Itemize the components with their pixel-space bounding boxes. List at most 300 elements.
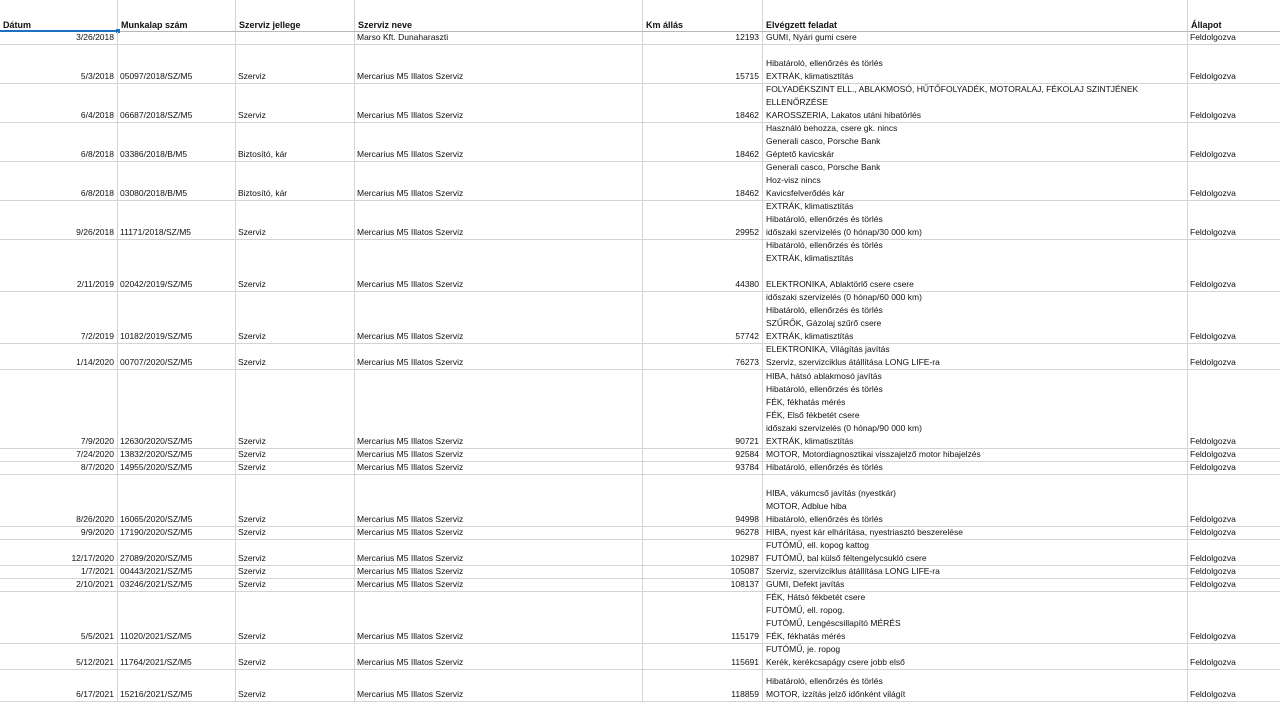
table-row: [0, 475, 1280, 527]
task-line: FUTÓMŰ, ell. kopog kattog: [766, 540, 869, 550]
cell-service-name[interactable]: [355, 84, 643, 122]
cell-service-type[interactable]: [236, 579, 355, 591]
cell-service-name[interactable]: [355, 370, 643, 448]
cell-worksheet-number[interactable]: [118, 540, 236, 565]
cell-worksheet-number[interactable]: [118, 162, 236, 200]
task-line: Hibatároló, ellenőrzés és törlés: [766, 305, 883, 315]
cell-status-value: Feldolgozva: [1190, 566, 1236, 576]
cell-service-name-value: Mercarius M5 Illatos Szerviz: [357, 527, 464, 537]
cell-tasks[interactable]: [763, 344, 1188, 369]
cell-date[interactable]: [0, 292, 118, 343]
task-line: FUTÓMŰ, Lengéscsillapító MÉRÉS: [766, 618, 901, 628]
cell-service-type[interactable]: [236, 162, 355, 200]
cell-date[interactable]: [0, 644, 118, 669]
cell-date[interactable]: [0, 540, 118, 565]
cell-km[interactable]: [643, 84, 763, 122]
header-tasks[interactable]: Elvégzett feladat: [763, 0, 1188, 31]
cell-service-type[interactable]: [236, 32, 355, 44]
cell-km-value: 108137: [730, 579, 759, 589]
cell-service-type[interactable]: [236, 670, 355, 701]
cell-service-name[interactable]: [355, 344, 643, 369]
cell-worksheet-number[interactable]: [118, 123, 236, 161]
cell-tasks[interactable]: [763, 292, 1188, 343]
cell-date-value: 1/14/2020: [76, 357, 114, 367]
cell-tasks[interactable]: [763, 475, 1188, 526]
task-line: Szerviz, szervizciklus átállítása LONG LIFE-ra: [766, 566, 940, 576]
cell-date[interactable]: [0, 566, 118, 578]
cell-worksheet-number-value: 11020/2021/SZ/M5: [120, 631, 192, 641]
cell-service-name-value: Mercarius M5 Illatos Szerviz: [357, 331, 464, 341]
cell-status[interactable]: [1188, 579, 1280, 591]
cell-status[interactable]: [1188, 123, 1280, 161]
cell-worksheet-number[interactable]: [118, 462, 236, 474]
cell-date[interactable]: [0, 32, 118, 44]
cell-date[interactable]: [0, 449, 118, 461]
table-row: [0, 162, 1280, 201]
cell-worksheet-number[interactable]: [118, 84, 236, 122]
cell-date[interactable]: [0, 201, 118, 239]
cell-worksheet-number-value: 03080/2018/B/M5: [120, 188, 188, 198]
task-line: Szerviz, szervizciklus átállítása LONG LIFE-ra: [766, 357, 940, 367]
cell-tasks[interactable]: [763, 566, 1188, 578]
task-line: időszaki szervizelés (0 hónap/60 000 km): [766, 292, 922, 302]
cell-worksheet-number[interactable]: [118, 32, 236, 44]
cell-status[interactable]: [1188, 32, 1280, 44]
cell-worksheet-number[interactable]: [118, 344, 236, 369]
cell-km[interactable]: [643, 644, 763, 669]
cell-worksheet-number[interactable]: [118, 292, 236, 343]
cell-worksheet-number-value: 00443/2021/SZ/M5: [120, 566, 193, 576]
cell-service-type[interactable]: [236, 592, 355, 643]
cell-tasks[interactable]: [763, 32, 1188, 44]
cell-worksheet-number-value: 00707/2020/SZ/M5: [120, 357, 193, 367]
cell-service-type[interactable]: [236, 462, 355, 474]
cell-service-name[interactable]: [355, 592, 643, 643]
cell-km-value: 93784: [735, 462, 759, 472]
cell-date[interactable]: [0, 162, 118, 200]
table-row: [0, 292, 1280, 344]
task-line: HIBA, hátsó ablakmosó javítás: [766, 371, 882, 381]
cell-tasks[interactable]: [763, 462, 1188, 474]
cell-worksheet-number-value: 02042/2019/SZ/M5: [120, 279, 193, 289]
cell-service-type-value: Szerviz: [238, 71, 266, 81]
task-line: EXTRÁK, klimatisztítás: [766, 201, 854, 211]
cell-status[interactable]: [1188, 644, 1280, 669]
cell-km-value: 29952: [735, 227, 759, 237]
cell-status-value: Feldolgozva: [1190, 188, 1236, 198]
cell-km-value: 118859: [731, 689, 759, 699]
cell-date-value: 6/8/2018: [80, 188, 114, 198]
task-line: FÉK, Első fékbetét csere: [766, 410, 860, 420]
cell-service-type[interactable]: [236, 240, 355, 291]
cell-worksheet-number[interactable]: [118, 475, 236, 526]
cell-status[interactable]: [1188, 462, 1280, 474]
cell-km[interactable]: [643, 579, 763, 591]
cell-worksheet-number[interactable]: [118, 449, 236, 461]
cell-km[interactable]: [643, 201, 763, 239]
cell-tasks[interactable]: [763, 579, 1188, 591]
cell-date[interactable]: [0, 579, 118, 591]
cell-service-type-value: Szerviz: [238, 514, 266, 524]
cell-worksheet-number-value: 17190/2020/SZ/M5: [120, 527, 193, 537]
cell-status-value: Feldolgozva: [1190, 357, 1236, 367]
cell-km-value: 44380: [735, 279, 759, 289]
cell-service-type[interactable]: [236, 84, 355, 122]
cell-service-name[interactable]: [355, 670, 643, 701]
cell-service-name-value: Mercarius M5 Illatos Szerviz: [357, 553, 464, 563]
cell-service-name[interactable]: [355, 644, 643, 669]
cell-date[interactable]: [0, 84, 118, 122]
cell-worksheet-number[interactable]: [118, 566, 236, 578]
table-row: [0, 32, 1280, 45]
cell-km[interactable]: [643, 370, 763, 448]
cell-status[interactable]: [1188, 540, 1280, 565]
cell-worksheet-number-value: 06687/2018/SZ/M5: [120, 110, 193, 120]
task-line: időszaki szervizelés (0 hónap/30 000 km): [766, 227, 922, 237]
cell-date-value: 6/4/2018: [80, 110, 114, 120]
cell-km[interactable]: [643, 670, 763, 701]
cell-status-value: Feldolgozva: [1190, 449, 1236, 459]
cell-service-name-value: Mercarius M5 Illatos Szerviz: [357, 514, 464, 524]
cell-km[interactable]: [643, 240, 763, 291]
cell-tasks[interactable]: [763, 201, 1188, 239]
cell-worksheet-number[interactable]: [118, 527, 236, 539]
cell-status-value: Feldolgozva: [1190, 462, 1236, 472]
cell-status[interactable]: [1188, 162, 1280, 200]
cell-date-value: 7/24/2020: [76, 449, 114, 459]
cell-date[interactable]: [0, 670, 118, 701]
cell-service-type[interactable]: [236, 540, 355, 565]
cell-status[interactable]: [1188, 592, 1280, 643]
cell-service-type-value: Szerviz: [238, 657, 266, 667]
cell-tasks[interactable]: [763, 240, 1188, 291]
cell-worksheet-number[interactable]: [118, 45, 236, 83]
table-row: [0, 462, 1280, 475]
cell-service-type-value: Szerviz: [238, 110, 266, 120]
cell-worksheet-number-value: 11764/2021/SZ/M5: [120, 657, 192, 667]
cell-service-name[interactable]: [355, 123, 643, 161]
cell-service-name-value: Mercarius M5 Illatos Szerviz: [357, 566, 464, 576]
task-line: SZŰRŐK, Gázolaj szűrő csere: [766, 318, 882, 328]
cell-service-type-value: Szerviz: [238, 331, 266, 341]
task-line: FOLYADÉKSZINT ELL., ABLAKMOSÓ, HŰTŐFOLYADÉK, MOTORALAJ, FÉKOLAJ SZINTJÉNEK: [766, 84, 1139, 94]
cell-service-type[interactable]: [236, 644, 355, 669]
task-line: MOTOR, izzítás jelző időnként világít: [766, 689, 906, 699]
cell-worksheet-number-value: 27089/2020/SZ/M5: [120, 553, 193, 563]
task-line: Hibatároló, ellenőrzés és törlés: [766, 676, 883, 686]
cell-status-value: Feldolgozva: [1190, 631, 1236, 641]
cell-service-name[interactable]: [355, 475, 643, 526]
task-line: [766, 265, 1184, 278]
cell-service-type-value: Szerviz: [238, 566, 266, 576]
cell-service-name[interactable]: [355, 201, 643, 239]
cell-km[interactable]: [643, 292, 763, 343]
cell-worksheet-number-value: 13832/2020/SZ/M5: [120, 449, 193, 459]
cell-tasks[interactable]: [763, 370, 1188, 448]
cell-service-type[interactable]: [236, 475, 355, 526]
cell-service-name-value: Mercarius M5 Illatos Szerviz: [357, 657, 464, 667]
cell-service-name-value: Mercarius M5 Illatos Szerviz: [357, 579, 464, 589]
cell-date-value: 12/17/2020: [71, 553, 114, 563]
cell-status-value: Feldolgozva: [1190, 149, 1236, 159]
cell-service-name-value: Mercarius M5 Illatos Szerviz: [357, 71, 464, 81]
cell-service-name-value: Mercarius M5 Illatos Szerviz: [357, 227, 464, 237]
table-row: [0, 45, 1280, 84]
cell-date[interactable]: [0, 475, 118, 526]
cell-worksheet-number-value: 10182/2019/SZ/M5: [120, 331, 193, 341]
cell-service-type-value: Szerviz: [238, 462, 266, 472]
cell-worksheet-number-value: 14955/2020/SZ/M5: [120, 462, 193, 472]
table-row: [0, 644, 1280, 670]
header-service-type[interactable]: Szerviz jellege: [236, 0, 355, 31]
cell-status-value: Feldolgozva: [1190, 279, 1236, 289]
table-row: [0, 592, 1280, 644]
task-line: ELLENŐRZÉSE: [766, 97, 828, 107]
cell-status[interactable]: [1188, 201, 1280, 239]
cell-status-value: Feldolgozva: [1190, 331, 1236, 341]
cell-service-name[interactable]: [355, 45, 643, 83]
cell-service-type-value: Szerviz: [238, 357, 266, 367]
task-line: FUTÓMŰ, ell. ropog.: [766, 605, 845, 615]
cell-service-type-value: Szerviz: [238, 631, 266, 641]
task-line: Hibatároló, ellenőrzés és törlés: [766, 58, 883, 68]
cell-km[interactable]: [643, 475, 763, 526]
cell-service-type[interactable]: [236, 123, 355, 161]
task-line: Géptető kavicskár: [766, 149, 835, 159]
cell-date-value: 6/8/2018: [80, 149, 114, 159]
cell-km-value: 15715: [735, 71, 759, 81]
cell-date[interactable]: [0, 370, 118, 448]
cell-km-value: 18462: [735, 188, 759, 198]
cell-status[interactable]: [1188, 449, 1280, 461]
cell-tasks[interactable]: [763, 644, 1188, 669]
cell-status[interactable]: [1188, 240, 1280, 291]
header-row: [0, 0, 1280, 32]
task-line: Hibatároló, ellenőrzés és törlés: [766, 240, 883, 250]
cell-km-value: 90721: [735, 436, 759, 446]
cell-status[interactable]: [1188, 475, 1280, 526]
cell-tasks[interactable]: [763, 449, 1188, 461]
cell-date-value: 9/26/2018: [76, 227, 114, 237]
cell-worksheet-number-value: 15216/2021/SZ/M5: [120, 689, 193, 699]
cell-date-value: 7/9/2020: [80, 436, 114, 446]
cell-km[interactable]: [643, 527, 763, 539]
cell-km[interactable]: [643, 45, 763, 83]
task-line: ELEKTRONIKA, Világítás javítás: [766, 344, 890, 354]
table-row: [0, 670, 1280, 702]
cell-status[interactable]: [1188, 292, 1280, 343]
cell-service-name-value: Mercarius M5 Illatos Szerviz: [357, 449, 464, 459]
task-line: Generali casco, Porsche Bank: [766, 136, 881, 146]
cell-service-type-value: Szerviz: [238, 689, 266, 699]
task-line: FÉK, fékhatás mérés: [766, 631, 846, 641]
cell-date-value: 2/11/2019: [76, 279, 114, 289]
table-row: [0, 201, 1280, 240]
cell-service-type[interactable]: [236, 449, 355, 461]
task-line: időszaki szervizelés (0 hónap/90 000 km): [766, 423, 922, 433]
table-row: [0, 449, 1280, 462]
table-row: [0, 240, 1280, 292]
table-row: [0, 579, 1280, 592]
cell-worksheet-number-value: 11171/2018/SZ/M5: [120, 227, 192, 237]
table-row: [0, 540, 1280, 566]
task-line: FÉK, Hátsó fékbetét csere: [766, 592, 866, 602]
cell-tasks[interactable]: [763, 592, 1188, 643]
cell-service-type[interactable]: [236, 527, 355, 539]
cell-worksheet-number[interactable]: [118, 240, 236, 291]
cell-status-value: Feldolgozva: [1190, 227, 1236, 237]
cell-service-type-value: Biztosító, kár: [238, 188, 288, 198]
cell-status-value: Feldolgozva: [1190, 657, 1236, 667]
cell-km-value: 94998: [735, 514, 759, 524]
cell-service-name[interactable]: [355, 579, 643, 591]
cell-km-value: 76273: [735, 357, 759, 367]
cell-service-name-value: Mercarius M5 Illatos Szerviz: [357, 462, 464, 472]
cell-service-name[interactable]: [355, 162, 643, 200]
cell-service-type[interactable]: [236, 566, 355, 578]
cell-km-value: 12193: [735, 32, 759, 42]
cell-status[interactable]: [1188, 670, 1280, 701]
cell-service-type[interactable]: [236, 292, 355, 343]
cell-status-value: Feldolgozva: [1190, 110, 1236, 120]
cell-service-type-value: Szerviz: [238, 553, 266, 563]
cell-service-name[interactable]: [355, 449, 643, 461]
cell-service-name[interactable]: [355, 462, 643, 474]
cell-km[interactable]: [643, 592, 763, 643]
cell-date[interactable]: [0, 344, 118, 369]
task-line: GUMI, Nyári gumi csere: [766, 32, 857, 42]
cell-date-value: 8/7/2020: [80, 462, 114, 472]
header-worksheet-number[interactable]: Munkalap szám: [118, 0, 236, 31]
cell-service-name-value: Mercarius M5 Illatos Szerviz: [357, 188, 464, 198]
cell-km[interactable]: [643, 123, 763, 161]
task-line: ELEKTRONIKA, Ablaktörlő csere csere: [766, 279, 914, 289]
cell-service-type-value: Szerviz: [238, 527, 266, 537]
cell-km[interactable]: [643, 344, 763, 369]
cell-worksheet-number-value: 03386/2018/B/M5: [120, 149, 188, 159]
cell-worksheet-number-value: 05097/2018/SZ/M5: [120, 71, 193, 81]
cell-tasks[interactable]: [763, 527, 1188, 539]
header-service-name[interactable]: Szerviz neve: [355, 0, 643, 31]
cell-date-value: 3/26/2018: [76, 32, 114, 42]
cell-service-type-value: Biztosító, kár: [238, 149, 288, 159]
task-line: MOTOR, Motordiagnosztikai visszajelző motor hibajelzés: [766, 449, 981, 459]
cell-km[interactable]: [643, 449, 763, 461]
cell-tasks[interactable]: [763, 540, 1188, 565]
cell-worksheet-number[interactable]: [118, 579, 236, 591]
task-line: Használó behozza, csere gk. nincs: [766, 123, 898, 133]
cell-service-name[interactable]: [355, 566, 643, 578]
cell-service-name-value: Mercarius M5 Illatos Szerviz: [357, 110, 464, 120]
cell-service-name-value: Mercarius M5 Illatos Szerviz: [357, 689, 464, 699]
header-status[interactable]: Állapot: [1191, 20, 1222, 30]
cell-worksheet-number[interactable]: [118, 644, 236, 669]
cell-service-name[interactable]: [355, 527, 643, 539]
cell-worksheet-number[interactable]: [118, 670, 236, 701]
cell-service-name-value: Mercarius M5 Illatos Szerviz: [357, 357, 464, 367]
cell-status-value: Feldolgozva: [1190, 527, 1236, 537]
cell-worksheet-number[interactable]: [118, 201, 236, 239]
cell-date[interactable]: [0, 592, 118, 643]
cell-service-name[interactable]: [355, 240, 643, 291]
cell-status[interactable]: [1188, 370, 1280, 448]
header-km[interactable]: Km állás: [643, 0, 763, 31]
cell-worksheet-number[interactable]: [118, 592, 236, 643]
cell-service-type[interactable]: [236, 201, 355, 239]
cell-date[interactable]: [0, 123, 118, 161]
cell-worksheet-number-value: 12630/2020/SZ/M5: [120, 436, 193, 446]
cell-status-value: Feldolgozva: [1190, 689, 1236, 699]
cell-date[interactable]: [0, 240, 118, 291]
task-line: EXTRÁK, klimatisztítás: [766, 436, 854, 446]
cell-tasks[interactable]: [763, 123, 1188, 161]
task-line: HIBA, nyest kár elhárítása, nyestriasztó beszerelése: [766, 527, 964, 537]
cell-status[interactable]: [1188, 84, 1280, 122]
cell-service-name[interactable]: [355, 540, 643, 565]
table-row: [0, 566, 1280, 579]
cell-date-value: 5/5/2021: [80, 631, 114, 641]
cell-km-value: 105087: [730, 566, 759, 576]
task-line: Hibatároló, ellenőrzés és törlés: [766, 384, 883, 394]
header-date[interactable]: Dátum: [0, 0, 118, 31]
cell-date[interactable]: [0, 45, 118, 83]
cell-tasks[interactable]: [763, 84, 1188, 122]
cell-status[interactable]: [1188, 45, 1280, 83]
cell-worksheet-number[interactable]: [118, 370, 236, 448]
cell-date[interactable]: [0, 527, 118, 539]
cell-km[interactable]: [643, 566, 763, 578]
cell-km-value: 102987: [730, 553, 759, 563]
cell-status[interactable]: [1188, 527, 1280, 539]
cell-date[interactable]: [0, 462, 118, 474]
cell-km[interactable]: [643, 540, 763, 565]
table-row: [0, 123, 1280, 162]
task-line: FÉK, fékhatás mérés: [766, 397, 846, 407]
cell-status[interactable]: [1188, 566, 1280, 578]
cell-service-name[interactable]: [355, 32, 643, 44]
cell-km[interactable]: [643, 162, 763, 200]
cell-service-name-value: Mercarius M5 Illatos Szerviz: [357, 279, 464, 289]
cell-tasks[interactable]: [763, 162, 1188, 200]
cell-date-value: 6/17/2021: [76, 689, 114, 699]
cell-km[interactable]: [643, 32, 763, 44]
cell-status-value: Feldolgozva: [1190, 514, 1236, 524]
table-row: [0, 84, 1280, 123]
cell-date-value: 7/2/2019: [80, 331, 114, 341]
cell-status-value: Feldolgozva: [1190, 436, 1236, 446]
cell-service-name-value: Mercarius M5 Illatos Szerviz: [357, 149, 464, 159]
cell-tasks[interactable]: [763, 45, 1188, 83]
cell-km-value: 18462: [735, 110, 759, 120]
cell-km[interactable]: [643, 462, 763, 474]
cell-service-type[interactable]: [236, 370, 355, 448]
cell-service-type[interactable]: [236, 344, 355, 369]
cell-service-type-value: Szerviz: [238, 279, 266, 289]
task-line: Hibatároló, ellenőrzés és törlés: [766, 214, 883, 224]
cell-worksheet-number-value: 16065/2020/SZ/M5: [120, 514, 193, 524]
cell-service-type-value: Szerviz: [238, 436, 266, 446]
cell-service-name[interactable]: [355, 292, 643, 343]
cell-service-type[interactable]: [236, 45, 355, 83]
cell-tasks[interactable]: [763, 670, 1188, 701]
task-line: FUTÓMŰ, je. ropog: [766, 644, 841, 654]
task-line: Kerék, kerékcsapágy csere jobb első: [766, 657, 905, 667]
cell-status[interactable]: [1188, 344, 1280, 369]
cell-status-value: Feldolgozva: [1190, 579, 1236, 589]
task-line: EXTRÁK, klimatisztítás: [766, 253, 854, 263]
cell-status-value: Feldolgozva: [1190, 32, 1236, 42]
cell-status-value: Feldolgozva: [1190, 71, 1236, 81]
